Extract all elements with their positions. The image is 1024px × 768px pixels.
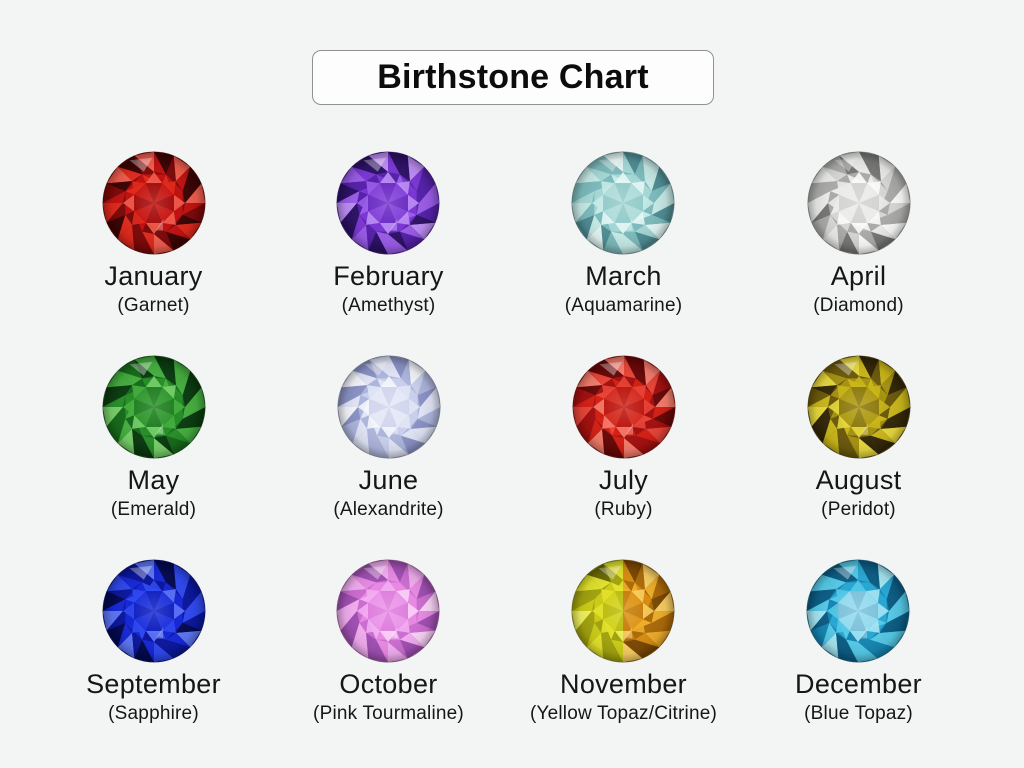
gem-march-aquamarine-image: [570, 150, 676, 256]
month-label: June: [358, 465, 419, 495]
gem-april-diamond-image: [806, 150, 912, 256]
stone-label: (Emerald): [110, 499, 197, 520]
stone-label: (Garnet): [117, 295, 190, 316]
stone-label: (Diamond): [813, 295, 904, 316]
cell-november: [530, 558, 717, 762]
gem-july-ruby-image: [571, 354, 677, 460]
cell-february: [333, 150, 443, 354]
stone-label: (Peridot): [821, 499, 896, 520]
gem-october-pink-tourmaline-image: [335, 558, 441, 664]
chart-title-box: [312, 50, 714, 105]
gem-february-amethyst-image: [335, 150, 441, 256]
stone-label: (Alexandrite): [333, 499, 444, 520]
month-label: January: [104, 261, 203, 291]
month-label: November: [560, 669, 687, 699]
stone-label: (Yellow Topaz/Citrine): [529, 703, 718, 724]
cell-september: [86, 558, 221, 762]
cell-april: [806, 150, 912, 354]
cell-may: [101, 354, 207, 558]
month-label: October: [339, 669, 438, 699]
month-label: September: [86, 669, 221, 699]
cell-january: [101, 150, 207, 354]
month-label: April: [830, 261, 887, 291]
month-label: July: [598, 465, 649, 495]
stone-label: (Sapphire): [108, 703, 199, 724]
month-label: December: [795, 669, 922, 699]
stone-label: (Aquamarine): [564, 295, 683, 316]
gem-september-sapphire-image: [101, 558, 207, 664]
stone-label: (Pink Tourmaline): [313, 703, 464, 724]
gem-january-garnet-image: [101, 150, 207, 256]
page-title: Birthstone Chart: [377, 58, 649, 96]
gem-june-alexandrite-image: [336, 354, 442, 460]
cell-august: [806, 354, 912, 558]
gem-august-peridot-image: [806, 354, 912, 460]
month-label: February: [333, 261, 444, 291]
month-label: March: [585, 261, 662, 291]
month-label: August: [815, 465, 902, 495]
stone-label: (Ruby): [594, 499, 653, 520]
stone-label: (Amethyst): [341, 295, 436, 316]
cell-june: [333, 354, 443, 558]
stone-label: (Blue Topaz): [804, 703, 913, 724]
cell-march: [565, 150, 683, 354]
cell-july: [571, 354, 677, 558]
cell-december: [795, 558, 922, 762]
month-label: May: [127, 465, 180, 495]
gem-december-blue-topaz-image: [805, 558, 911, 664]
cell-october: [313, 558, 464, 762]
gem-may-emerald-image: [101, 354, 207, 460]
gem-november-yellow-topaz-citrine-image: [570, 558, 676, 664]
birthstone-grid: [36, 150, 976, 762]
